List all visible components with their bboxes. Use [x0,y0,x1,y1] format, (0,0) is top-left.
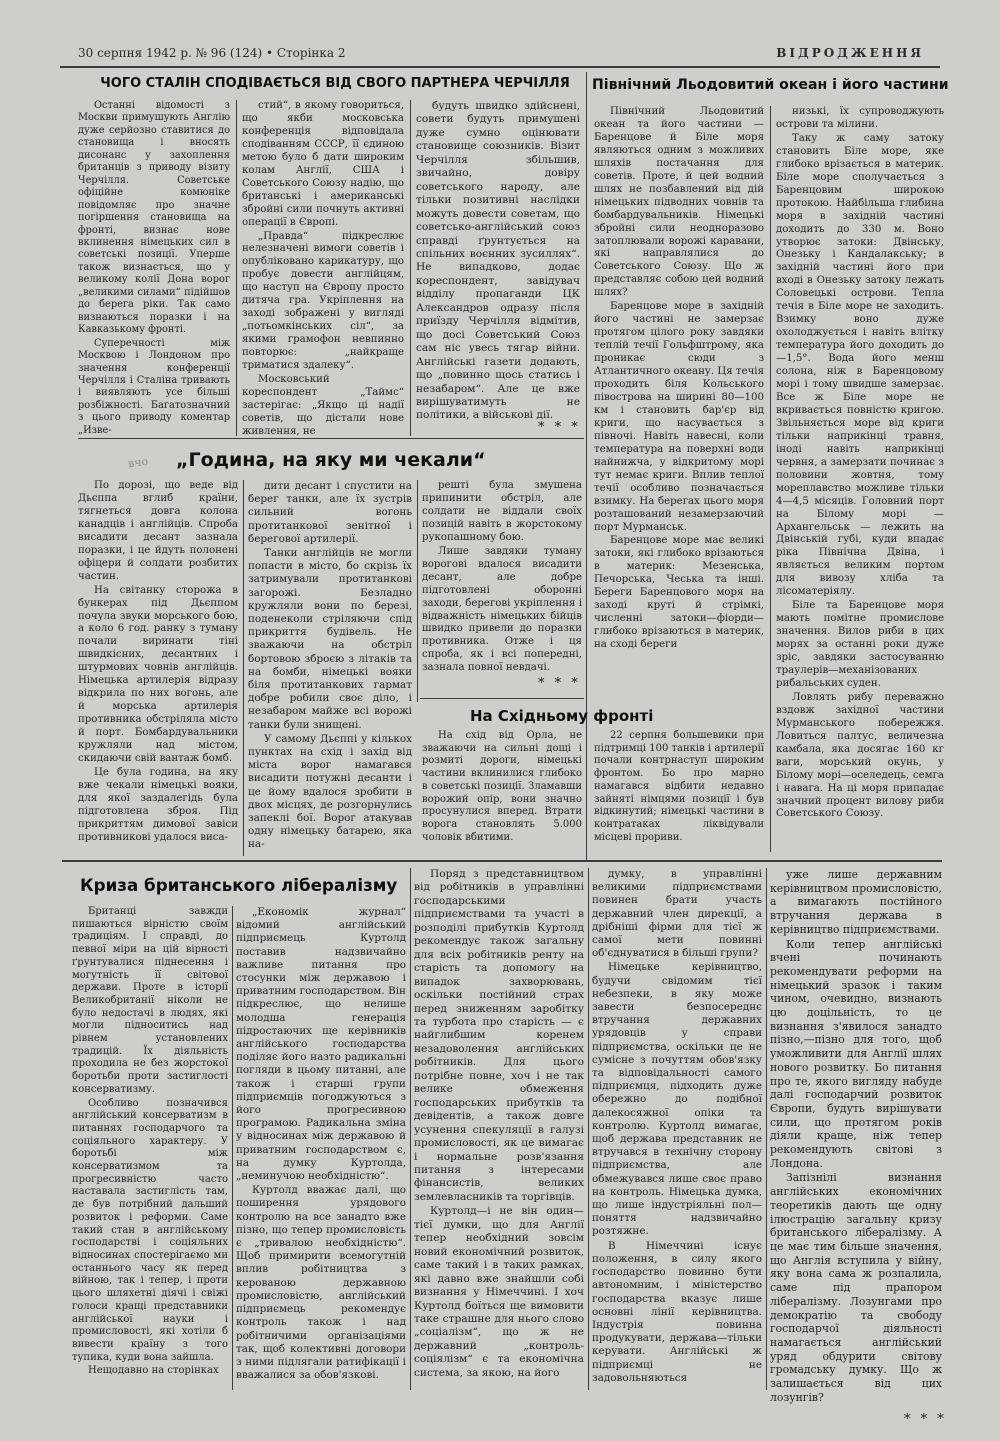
paragraph: Лише завдяки туману ворогові вдалося висадити десант, але добре підготовлені оборонні заходи, берегові укріплення і відважність німецьких бійців швидко привели до поразки противника. Отже і ця спроба, як і всі попередні, зазнала повної невдачі. [422,545,582,674]
article1-col2 [242,100,404,440]
paragraph: Ловлять рибу переважно вздовж західної частини Мурманського побережжя. Ловиться палтус, величезна камбала, яка досягає 160 кг ваги, морський окунь, у Білому морі—оселедець, семга і навага. На ці моря припадає значний процент вилову риби Советського Союзу. [776,691,944,820]
paragraph: „Правда“ підкреслює нелезначені вимоги советів і опубліковано карикатуру, що пробує довести англійцям, що наступ на Європу просто дитяча гра. Укріплення на заході зображені у вигляді „потьомкінських сіл“, за якими грамофон невпинно повторює: „найкраще триматися здалеку“. [242,230,404,372]
section-divider [420,698,584,699]
column-rule [232,906,233,1390]
paragraph: будуть швидко здійснені, совети будуть примушені дуже сумно оцінювати становище союзників. Візит Черчілля збільшив, звичайно, довіру советського народу, але тільки позитивні наслідки можуть довести советам, що советсько-англійський союз справді ґрунтується на спільних воєнних зусиллях“. Не випадково, додає кореспондент, завідувач відділу пропаганди ЦК Александров одразу після приїзду Черчілля відмітив, що досі Советський Союз сам ніс увесь тягар війни. Англійські газети додають, що „повинно щось статись і незабаром“. Але це вже вирішуватимуть не політики, а військові дії. [416,100,580,422]
header-rule [60,66,940,68]
paragraph: Куртолд вважає далі, що поширення урядового контролю на все занадто вже пізно, що тепер промисловість є „тривалою необхідністю“. Щоб примирити всемогутній вплив робітництва з керованою державною промисловістю, англійський підприємець рекомендує контроль також і над робітничими організаціями так, щоб колективні договори з ними підлягали ратифікації і вважалися за обов'язкові. [236,1184,406,1382]
column-rule [766,868,767,1390]
paragraph: уже лише державним керівництвом промисловістю, а вимагають постійного втручання держава в керівництво підприємствами. [770,868,942,936]
paragraph: дити десант і спустити на берег танки, але їх зустрів сильний вогонь протитанкової зенітної і берегової артилерії. [248,480,412,545]
article2-col2 [776,106,944,858]
paragraph: Баренцове море має великі затоки, які глибоко врізаються в материк: Мезенська, Печорська, Чеська та інші. Береги Баренцового моря на заході круті й стрімкі, численні затоки—фіорди—глибоко врізаються в материк, на сході береги [594,535,764,651]
paragraph: По дорозі, що веде від Дьєппа вглиб країни, тягнеться довга колона канадців і англійців. Спроба висадити десант зазнала поразки, і це йдуть полонені офіцери й солдати розбитих частин. [78,480,238,582]
paragraph: Це була година, на яку вже чекали німецькі вояки, для якої заздалегідь була підготовлена зброя. Під прикриттям димової завіси противникові удалося виса- [78,766,238,843]
article3-end-mark: * * * [538,676,581,691]
paragraph: „Економік журнал“ відомий англійський підприємець Куртолд поставив надзвичайно важливе питання про стосунки між державою і приватним господарством. Він підкреслює, що нелише молодша генерація підростаючих ще керівників англійського господарства поділяє його назто радикальні погляди в цьому питанні, але також і старші групи підприємців погоджуються з його прогресивною програмою. Радикальна зміна у відносинах між державою й приватним господарством є, на думку Куртолда, „неминучою необхідністю“. [236,906,406,1183]
paragraph: У самому Дьєппі у кількох пунктах на схід і захід від міста ворог намагався висадити потужні десанти і це йому вдалося зробити в двох місцях, де розгорнулись запеклі бої. Ворог атакував одну німецьку батарею, яка на- [248,732,412,851]
paragraph: Поряд з представництвом від робітників в управлінні господарськими підприємствами та участі в розподілі прибутків Куртолд рекомендує також загальну для всіх робітників ренту на старість та допомогу на випадок захворювань, оскільки постійний страх перед зниженням заробітку та турбота про старість — є найглибшим коренем незадоволення англійських робітників. Для цього потрібне повне, хоч і не так велике обмеження господарських прибутків та девідентів, а також довге усунення спекуляції в галузі промисловості, як це вимагає і нормальне розв'язання питання з інтересами фінансистів, великих землевласників та торгівців. [414,868,584,1203]
column-rule [410,100,411,436]
column-rule [410,868,411,1390]
article5-col5 [770,868,942,1412]
paragraph: Танки англійців не могли попасти в місто, бо скрізь їх затримували протитанкові загорожі. Безладно кружляли вони по березі, поденеколи стріляючи спід прикриття будівель. Не зважаючи на обстріл бортовою зброєю з літаків та на бомби, німецькі вояки біля протитанкових гармат добре робили своє діло, і незабаром майже всі ворожі танки були знищені. [248,547,412,731]
paragraph: низькі, їх супроводжують острови та мілини. [776,106,944,130]
paragraph: Біле та Баренцове моря мають помітне промислове значення. Вилов риби в цих морях за останні роки дуже зріс, завдяки застосуванню траулерів—механізованих рибальських суден. [776,600,944,689]
article4-col2 [594,730,764,854]
article5-title: Криза британського лібералізму [80,875,398,895]
article5-end-mark: * * * [904,1412,947,1427]
header-date-issue: 30 серпня 1942 р. № 96 (124) • Сторінка 2 [78,46,346,60]
article1-col1 [78,100,230,440]
article3-col3 [422,480,582,676]
column-rule [770,106,771,852]
paragraph: Московський кореспондент „Таймс“ застерігає: „Якщо ці надії советів, що дістали нове живлення, не [242,374,404,437]
article3-title: „Година, на яку ми чекали“ [176,449,486,471]
margin-smudge: вчо [127,454,149,471]
article1-title: ЧОГО СТАЛІН СПОДІВАЄТЬСЯ ВІД СВОГО ПАРТНЕРА ЧЕРЧІЛЛЯ [100,76,570,91]
section-divider [586,72,587,860]
paragraph: Баренцове море в західній його частині не замерзає протягом цілого року завдяки теплій течії Гольфштрому, яка проникає сюди з Атлантичного океану. Ця течія проходить біля Кольського півострова на ширині 80—100 км і становить бар'єр від криги, що насувається з півночі. Навіть навесні, коли температура на поверхні води найнижча, у відкритому морі тут немає криги. Вплив теплої течії особливо позначається взимку. На берегах цього моря розташований незамерзаючий порт Мурманськ. [594,301,764,533]
article5-col1 [72,906,228,1390]
paragraph: Особливо позначився англійський консерватизм в питаннях господарчого та соціяльного характеру. У боротьбі між консерватизмом та прогресивністю часто наставала застиглість там, де був потрібний дальший розвиток і реформи. Саме такий стан в англійському господарстві і соціяльних відносинах спостерігаємо ми останнього часу як перед війною, так і тепер, і проти цього шляхетні діячі і свіжі голоси кращі представники англійської науки і промисловості, які хотіли б вивести країну з того тупика, куди вона зайшла. [72,1097,228,1363]
paragraph: На схід від Орла, не зважаючи на сильні дощі і розмиті дороги, німецькі частини вклинилися глибоко в советські позиції. Зламавши ворожий опір, вони значно просунулися вперед. Втрати ворога становлять 5.000 чоловік вбитими. [422,730,582,843]
paragraph: решті була змушена припинити обстріл, але солдати не віддали своїх позицій навіть в жорстокому рукопашному бою. [422,480,582,543]
page-header [78,46,924,64]
article5-col4 [592,868,762,1390]
paragraph: В Німеччині існує положення, в силу якого господарство повинно бути автономним, і міністерство господарства вказує лише основні лінії керівництва. Індустрія повинна продукувати, держава—тільки керувати. Англійські ж підприємці не задовольняються [592,1239,762,1384]
article3-col1 [78,480,238,856]
column-rule [417,480,418,702]
article2-col1 [594,106,764,690]
article3-col2 [248,480,412,856]
paragraph: стий“, в якому говориться, що якби московська конференція відповідала сподіванням СССР, її єдиною метою було б дати широким колам Англії, США і Советського Союзу надію, що британські і американські збройні сили почнуть активні операції в Європі. [242,100,404,228]
article1-col3 [416,100,580,430]
paragraph: думку, в управлінні великими підприємствами повинен брати участь державний член дирекції, а дрібніші фірми для тієї ж самої мети повинні об'єднуватися в більші групи? [592,868,762,960]
newspaper-name: ВІДРОДЖЕННЯ [776,46,924,60]
article2-title: Північний Льодовитий океан і його частини [592,77,949,93]
paragraph: На світанку сторожа в бункерах під Дьєппом почула звуки морського бою, а коло 6 год. ранку з туману почали виринати тіні швидкісних, десантних і штурмових човнів англійців. Німецька артилерія відразу відкрила по них вогонь, але й морська артилерія противника обстріляла місто й порт. Бомбардувальники кружляли над містом, скидаючи свій вантаж бомб. [78,584,238,765]
section-divider [62,860,942,862]
paragraph: Коли тепер англійські вчені починають рекомендувати реформи на німецький зразок і таким чином, очевидно, визнають цю доцільність, то це визнання з'явилося занадто пізно,—пізно для того, щоб уможливити для Англії шлях нового розвитку. Бо питання про те, якого вигляду набуде далі господарчий розвиток Європи, будуть вирішувати сили, що протягом років діяли краще, ніж тепер рекомендують світові з Лондона. [770,937,942,1170]
paragraph: Запізнілі визнання англійських економічних теоретиків дають ще одну ілюстрацію загальну кризу британського лібералізму. А це має тим більше значення, що Англія вступила у війну, яку вона сама ж розпалила, саме під прапором лібералізму. Лозунгами про демократію та свободу господарчої діяльності намагається англійський уряд обдурити світову громадську думку. Що ж залишається від цих лозунгів? [770,1171,942,1404]
paragraph: Таку ж саму затоку становить Біле море, яке глибоко врізається в материк. Біле море сполучається з Баренцовим широкою протокою. Найбільша глибина моря в західній частині доходить до 330 м. Воно утворює затоки: Двінську, Онезьку і Кандалакську; в західній частині його при вході в Онезьку затоку лежать Соловецькі острови. Тепла течія в Біле море не заходить. Взимку воно дуже охолоджується і навіть влітку температура його доходить до —1,5°. Вода його менш солона, ніж в Баренцовому морі і тому швидше замерзає. Все ж Біле море не вкривається повністю кригою. Звільняється море від криги тільки наприкінці травня, іноді навіть наприкінці червня, а замерзати починає з половини жовтня, тому мореплавство можливе тільки 4—4,5 місяців. Головний порт на Білому морі — Архангельськ — лежить на Двінській губі, куди впадає ріка Північна Двіна, і являється великим портом для вивозу хліба та лісоматеріялу. [776,132,944,598]
article5-col2 [236,906,406,1390]
column-rule [243,480,244,856]
paragraph: Північний Льодовитий океан та його частини — Баренцове й Біле моря являються одним з можливих шляхів постачання для советів. Проте, й цей водний шлях не позбавлений від дій німецьких підводних човнів та бомбардувальників. Німецькі збройні сили неодноразово затоплювали ворожі каравани, які направлялися до Советського Союзу. Що ж представляє собою цей водний шлях? [594,106,764,299]
article4-col1 [422,730,582,854]
paragraph: Суперечності між Москвою і Лондоном про значення конференції Черчілля і Сталіна тривають і виявляють усе більші розбіжності. Багатозначний з цього приводу коментар „Изве- [78,337,230,436]
paragraph: Куртолд—і не він один—тієї думки, що для Англії тепер необхідний зовсім новий економічний розвиток, саме такий і в таких рамках, які давно вже знайшли собі визнання у Німеччині. І хоч Куртолд боїться ще вимовити таке страшне для нього слово „соціалізм“, що ж не державний „контроль-соціялізм“ є та економічна система, за якою, на його [414,1205,584,1379]
column-rule [588,868,589,1390]
article1-end-mark: * * * [538,420,581,435]
section-divider [78,438,584,439]
paragraph: Німецьке керівництво, будучи свідомим тієї небезпеки, в яку може завести безпосереднє втручання державних урядовців у справи підприємства, оскільки це не сумісне з почуттям обов'язку та відповідальності самого підприємця, підходить дуже обережно до подібної далекосяжної опіки та контролю. Куртолд вимагає, щоб держава представник не втручався в технічну сторону підприємства, але обмежувався лише своє право на контроль. Німецька думка, що лише індустріяльні пол—поняття надзвичайно розтяжне. [592,961,762,1238]
paragraph: Нещодавно на сторінках [88,1365,219,1377]
article4-title: На Східньому фронті [470,707,654,725]
paragraph: Останні відомості з Москви примушують Англію дуже серйозно ставитися до становища і вносять дисонанс у захоплення британців з приводу візиту Черчілля. Советське офіційне комюніке повідомляє про значне погіршення становища на фронті, визнає нове вклинення німецьких сил в советські позиції. Уперше також визнається, що у великому колії Дона ворог „великими силами“ підійшов до берега ріки. Так само визнаються поразки і на Кавказькому фронті. [78,100,230,336]
paragraph: Британці завжди пишаються вірністю своїм традиціям. І справді, до певної міри на цій вірності ґрунтувалися піднесення і могутність її світової держави. Проте в історії Великобританії ніколи не було недостачі в людях, які могли підноситись над рівнем установлених традицій. Їх діяльність проходила не без жорстокої боротьби проти застиглості консерватизму. [72,906,228,1095]
paragraph: 22 серпня большевики при підтримці 100 танків і артилерії почали контрнаступ широким фронтом. Бо про марно намагався відбити недавно зайняті німцями позиції і був відкинутий; німецькі частини в контратаках ліквідували місцеві прориви. [594,730,764,843]
column-rule [236,100,237,436]
article5-col3 [414,868,584,1390]
